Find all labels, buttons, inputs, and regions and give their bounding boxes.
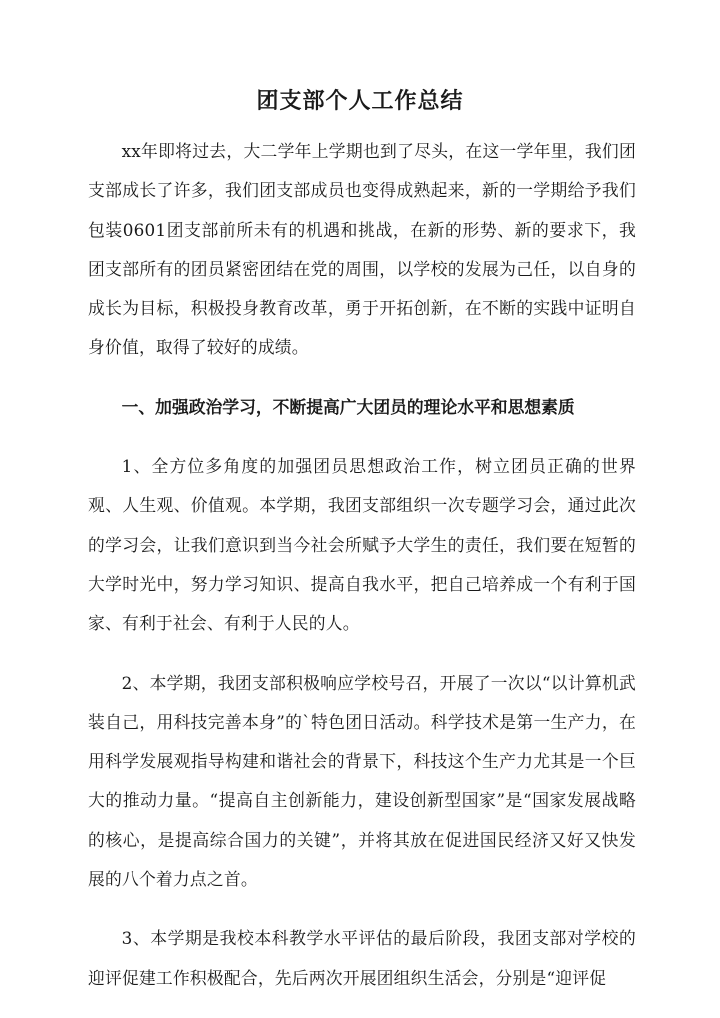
section-heading: 一、加强政治学习，不断提高广大团员的理论水平和思想素质 bbox=[121, 396, 575, 417]
paragraph-spacer bbox=[88, 644, 636, 664]
paragraph-spacer bbox=[88, 427, 636, 447]
document-body bbox=[88, 132, 636, 998]
item-2-paragraph: 2、本学期，我团支部积极响应学校号召，开展了一次以“以计算机武装自己，用科技完善本身”的`特色团日活动。科学技术是第一生产力，在用科学发展观指导构建和谐社会的背景下，科技这个生产力尤其是一个巨大的推动力量。“提高自主创新能力，建设创新型国家”是“国家发展战略的核心，是提高综合国力的关键”，并将其放在促进国民经济又好又快发展的八个着力点之首。 bbox=[88, 672, 636, 890]
item-3-paragraph: 3、本学期是我校本科教学水平评估的最后阶段，我团支部对学校的迎评促建工作积极配合，先后两次开展团组织生活会，分别是“迎评促 bbox=[88, 928, 636, 988]
document-title: 团支部个人工作总结 bbox=[256, 88, 464, 114]
paragraph-spacer bbox=[88, 368, 636, 388]
item-1-paragraph: 1、全方位多角度的加强团员思想政治工作，树立团员正确的世界观、人生观、价值观。本学期，我团支部组织一次专题学习会，通过此次的学习会，让我们意识到当今社会所赋予大学生的责任，我们要在短暂的大学时光中，努力学习知识、提高自我水平，把自己培养成一个有利于国家、有利于社会、有利于人民的人。 bbox=[88, 456, 636, 634]
paragraph-spacer bbox=[88, 899, 636, 919]
intro-paragraph: xx年即将过去，大二学年上学期也到了尽头，在这一学年里，我们团支部成长了许多，我们团支部成员也变得成熟起来，新的一学期给予我们包装0601团支部前所未有的机遇和挑战，在新的形势、新的要求下，我团支部所有的团员紧密团结在党的周围，以学校的发展为己任，以自身的成长为目标，积极投身教育改革，勇于开拓创新，在不断的实践中证明自身价值，取得了较好的成绩。 bbox=[88, 141, 636, 358]
